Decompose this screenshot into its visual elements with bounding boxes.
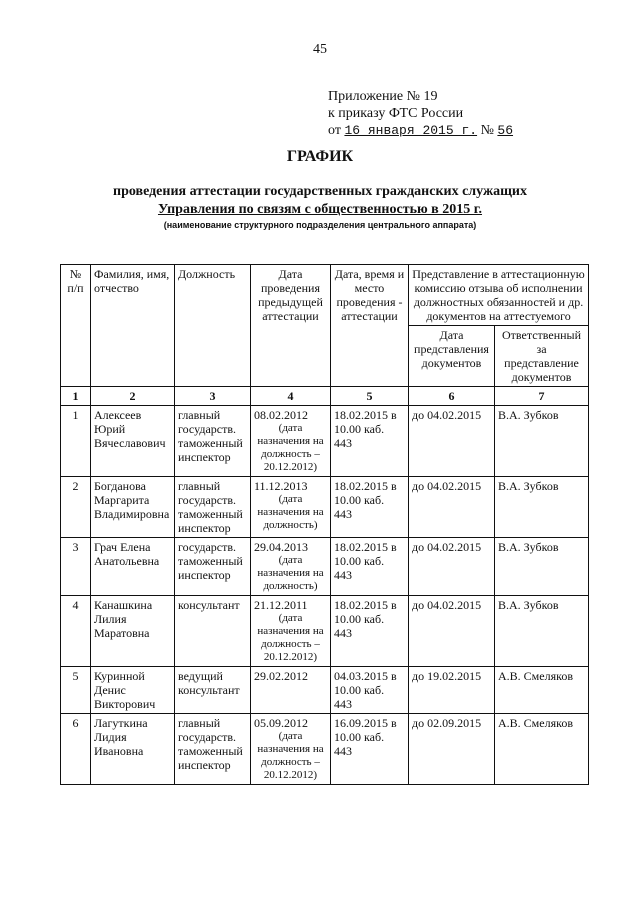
cell-position: государств. таможенный инспектор (175, 538, 251, 596)
cell-prev-date (251, 667, 331, 714)
prev-date: 29.04.2013 (254, 540, 308, 554)
cell-num: 1 (61, 406, 91, 477)
header-submission-date: Дата представления документов (409, 326, 495, 387)
subtitle-line2: Управления по связям с общественностью в 2015 г. (157, 202, 483, 217)
appendix-title: Приложение № 19 (328, 89, 438, 104)
header-prev-date: Дата проведения предыдущей аттестации (251, 265, 331, 387)
column-number: 5 (331, 387, 409, 406)
cell-responsible: В.А. Зубков (495, 477, 589, 538)
cell-position: главный государств. таможенный инспектор (175, 477, 251, 538)
header-responsible: Ответственный за представление документов (495, 326, 589, 387)
column-numbers-row (61, 387, 589, 406)
header-datetime-place: Дата, время и место проведения - аттестации (331, 265, 409, 387)
cell-submission-date: до 04.02.2015 (409, 596, 495, 667)
cell-num: 4 (61, 596, 91, 667)
cell-num: 3 (61, 538, 91, 596)
cell-num: 6 (61, 714, 91, 785)
appendix-block (328, 88, 513, 139)
prev-date: 21.12.2011 (254, 598, 308, 612)
table-row (61, 714, 589, 785)
order-number: 56 (497, 123, 514, 138)
schedule-table (60, 264, 589, 785)
appendix-date-line (328, 122, 513, 139)
cell-prev-date (251, 477, 331, 538)
document-title: ГРАФИК (286, 148, 354, 165)
cell-prev-date (251, 538, 331, 596)
prev-date-note: (дата назначения на должность – 20.12.2012) (257, 422, 324, 473)
cell-submission-date: до 19.02.2015 (409, 667, 495, 714)
header-num: № п/п (61, 265, 91, 387)
cell-position: ведущий консультант (175, 667, 251, 714)
appendix-order: к приказу ФТС России (328, 106, 464, 121)
cell-submission-date: до 04.02.2015 (409, 406, 495, 477)
cell-responsible: А.В. Смеляков (495, 667, 589, 714)
table-row (61, 596, 589, 667)
cell-prev-date (251, 406, 331, 477)
column-number: 1 (61, 387, 91, 406)
header-position: Должность (175, 265, 251, 387)
prev-date-note: (дата назначения на должность – 20.12.2012) (257, 612, 324, 663)
cell-name: Богданова Маргарита Владимировна (91, 477, 175, 538)
cell-position: главный государств. таможенный инспектор (175, 406, 251, 477)
page-number: 45 (313, 42, 327, 57)
order-date: 16 января 2015 г. (344, 123, 478, 138)
column-number: 6 (409, 387, 495, 406)
cell-name: Лагуткина Лидия Ивановна (91, 714, 175, 785)
cell-num: 2 (61, 477, 91, 538)
cell-name: Куринной Денис Викторович (91, 667, 175, 714)
cell-submission-date: до 04.02.2015 (409, 538, 495, 596)
cell-datetime-place: 18.02.2015 в 10.00 каб. 443 (331, 477, 409, 538)
column-number: 7 (495, 387, 589, 406)
cell-submission-date: до 04.02.2015 (409, 477, 495, 538)
header-submission-group: Представление в аттестационную комиссию отзыва об исполнении должностных обязанностей и др. документов на аттестуемого (409, 265, 589, 326)
table-row (61, 667, 589, 714)
prev-date: 11.12.2013 (254, 479, 308, 493)
cell-name: Канашкина Лилия Маратовна (91, 596, 175, 667)
document-subtitle (0, 183, 640, 219)
cell-name: Алексеев Юрий Вячеславович (91, 406, 175, 477)
cell-responsible: В.А. Зубков (495, 538, 589, 596)
cell-submission-date: до 02.09.2015 (409, 714, 495, 785)
subtitle-note: (наименование структурного подразделения центрального аппарата) (163, 220, 477, 230)
table-row (61, 406, 589, 477)
cell-datetime-place: 18.02.2015 в 10.00 каб. 443 (331, 538, 409, 596)
column-number: 3 (175, 387, 251, 406)
cell-responsible: А.В. Смеляков (495, 714, 589, 785)
table-row (61, 477, 589, 538)
cell-datetime-place: 18.02.2015 в 10.00 каб. 443 (331, 406, 409, 477)
cell-position: главный государств. таможенный инспектор (175, 714, 251, 785)
cell-datetime-place: 16.09.2015 в 10.00 каб. 443 (331, 714, 409, 785)
prev-date-note: (дата назначения на должность – 20.12.2012) (257, 730, 324, 781)
column-number: 2 (91, 387, 175, 406)
number-label: № (480, 123, 494, 138)
prev-date-note: (дата назначения на должность) (257, 554, 324, 592)
prev-date: 29.02.2012 (254, 669, 308, 683)
cell-num: 5 (61, 667, 91, 714)
cell-datetime-place: 04.03.2015 в 10.00 каб. 443 (331, 667, 409, 714)
header-name: Фамилия, имя, отчество (91, 265, 175, 387)
cell-responsible: В.А. Зубков (495, 596, 589, 667)
from-label: от (328, 123, 341, 138)
column-number: 4 (251, 387, 331, 406)
subtitle-line1: проведения аттестации государственных гражданских служащих (113, 184, 527, 199)
cell-name: Грач Елена Анатольевна (91, 538, 175, 596)
cell-prev-date (251, 714, 331, 785)
prev-date: 05.09.2012 (254, 716, 308, 730)
cell-position: консультант (175, 596, 251, 667)
table-row (61, 538, 589, 596)
prev-date-note: (дата назначения на должность) (257, 493, 324, 531)
cell-prev-date (251, 596, 331, 667)
prev-date: 08.02.2012 (254, 408, 308, 422)
cell-datetime-place: 18.02.2015 в 10.00 каб. 443 (331, 596, 409, 667)
cell-responsible: В.А. Зубков (495, 406, 589, 477)
